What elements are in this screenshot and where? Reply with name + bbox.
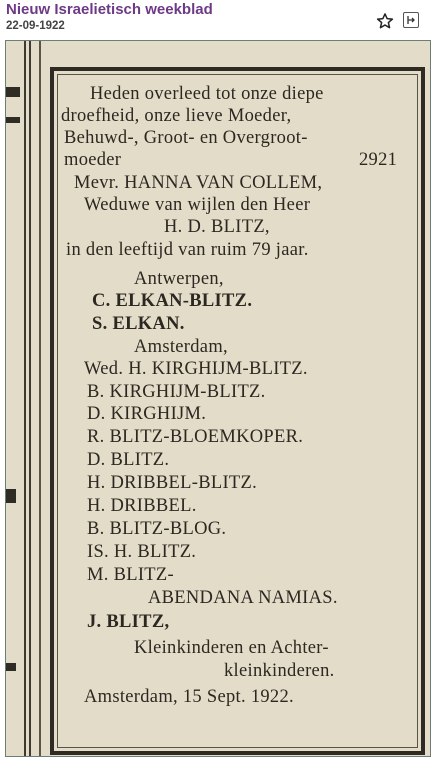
announcement-line: in den leeftijd van ruim 79 jaar.	[66, 240, 309, 260]
announcement-line: H. DRIBBEL-BLITZ.	[87, 473, 258, 493]
announcement-line: ABENDANA NAMIAS.	[148, 588, 338, 608]
announcement-line: D. KIRGHIJM.	[87, 404, 207, 424]
announcement-line: Weduwe van wijlen den Heer	[84, 195, 311, 215]
column-rule	[24, 41, 26, 756]
publication-date: 22-09-1922	[6, 20, 65, 32]
announcement-line: Amsterdam,	[134, 337, 228, 357]
text-fragment	[6, 489, 16, 503]
announcement-line: Behuwd-, Groot- en Overgroot-	[64, 128, 308, 148]
column-rule	[39, 41, 41, 756]
announcement-frame	[50, 67, 425, 755]
announcement-line: H. D. BLITZ,	[164, 217, 270, 237]
announcement-line: droefheid, onze lieve Moeder,	[61, 106, 292, 126]
announcement-line: R. BLITZ-BLOEMKOPER.	[87, 427, 304, 447]
newspaper-clipping-image	[5, 40, 431, 757]
announcement-line: J. BLITZ,	[87, 612, 170, 632]
announcement-line: C. ELKAN-BLITZ.	[92, 291, 253, 311]
clipping-header	[0, 0, 432, 40]
announcement-line: Wed. H. KIRGHIJM-BLITZ.	[84, 359, 308, 379]
star-icon[interactable]	[376, 12, 394, 30]
publication-title[interactable]: Nieuw Israelietisch weekblad	[6, 1, 213, 18]
text-fragment	[6, 663, 16, 671]
announcement-line: moeder	[64, 150, 122, 170]
announcement-line: Mevr. HANNA VAN COLLEM,	[74, 173, 323, 193]
announcement-line: H. DRIBBEL.	[87, 496, 197, 516]
announcement-number: 2921	[359, 150, 398, 170]
text-fragment	[6, 117, 20, 123]
announcement-line: Amsterdam, 15 Sept. 1922.	[84, 687, 294, 707]
announcement-line: IS. H. BLITZ.	[87, 542, 197, 562]
exit-icon[interactable]	[403, 12, 419, 28]
column-rule	[29, 41, 31, 756]
announcement-line: kleinkinderen.	[224, 661, 335, 681]
announcement-line: Heden overleed tot onze diepe	[90, 84, 324, 104]
announcement-line: B. KIRGHIJM-BLITZ.	[87, 382, 266, 402]
announcement-line: Antwerpen,	[134, 269, 224, 289]
announcement-line: B. BLITZ-BLOG.	[87, 519, 227, 539]
announcement-line: M. BLITZ-	[87, 565, 174, 585]
announcement-line: S. ELKAN.	[92, 314, 185, 334]
announcement-line: D. BLITZ.	[87, 450, 170, 470]
announcement-line: Kleinkinderen en Achter-	[134, 638, 329, 658]
text-fragment	[6, 87, 20, 97]
